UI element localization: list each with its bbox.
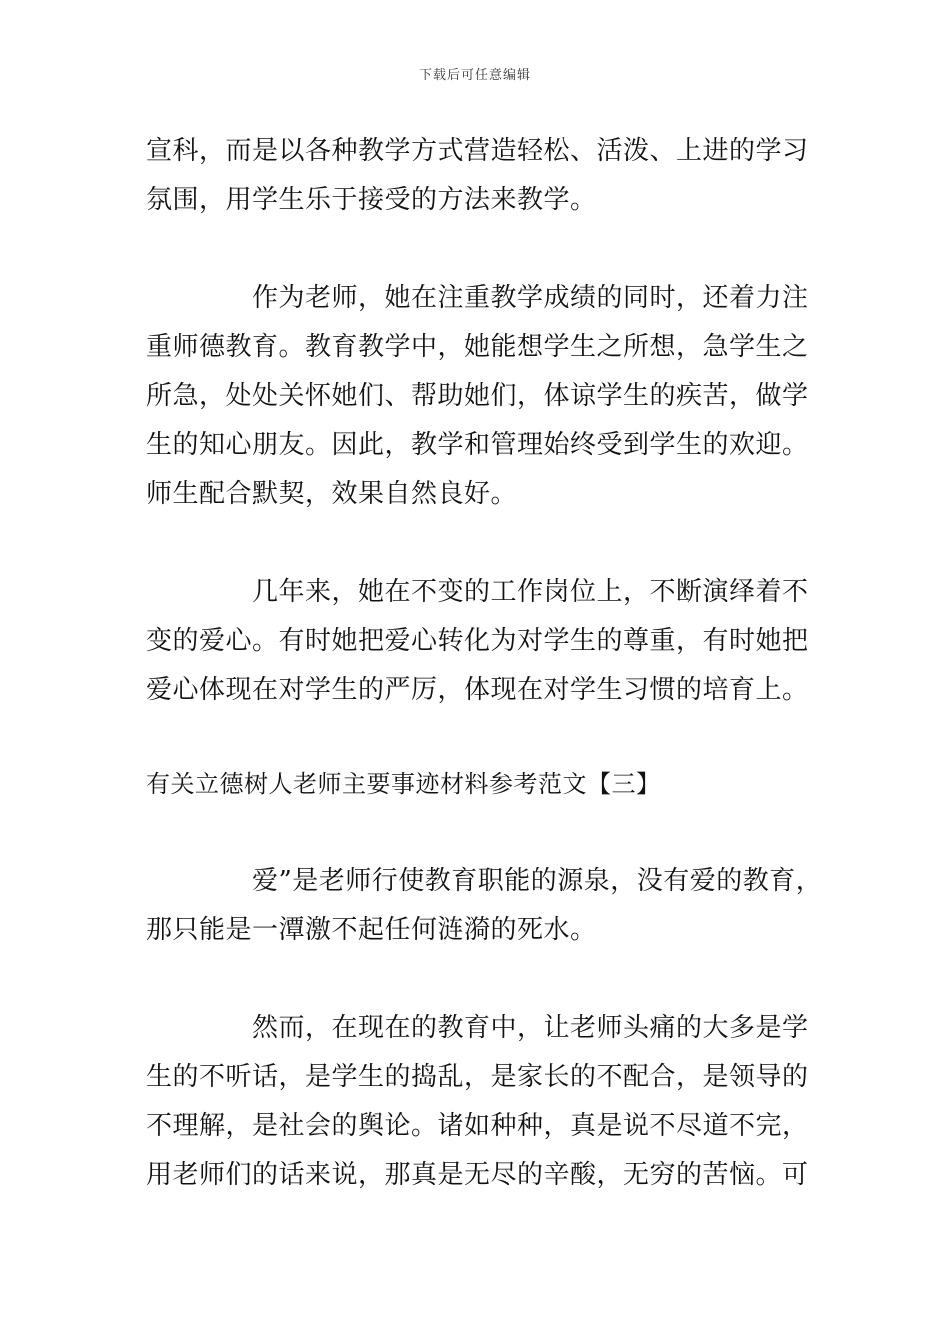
text-line: 所急，处处关怀她们、帮助她们，体谅学生的疾苦，做学	[146, 381, 809, 411]
text-line: 然而，在现在的教育中，让老师头痛的大多是学	[252, 1013, 809, 1043]
text-line: 那只能是一潭激不起任何涟漪的死水。	[146, 915, 597, 945]
text-line: 爱心体现在对学生的严厉，体现在对学生习惯的培育上。	[146, 675, 809, 705]
text-line: 宣科，而是以各种教学方式营造轻松、活泼、上进的学习	[146, 136, 809, 166]
text-line: 用老师们的话来说，那真是无尽的辛酸，无穷的苦恼。可	[146, 1160, 809, 1190]
text-line: 不理解，是社会的舆论。诸如种种，真是说不尽道不完，	[146, 1111, 809, 1141]
text-line: 生的知心朋友。因此，教学和管理始终受到学生的欢迎。	[146, 430, 809, 460]
paragraph-2	[146, 274, 826, 519]
text-line: 变的爱心。有时她把爱心转化为对学生的尊重，有时她把	[146, 626, 809, 656]
text-line: 爱”是老师行使教育职能的源泉，没有爱的教育，	[252, 866, 823, 896]
paragraph-1	[146, 127, 826, 225]
paragraph-5	[146, 1004, 826, 1200]
paragraph-3	[146, 568, 826, 715]
text-line: 作为老师，她在注重教学成绩的同时，还着力注	[252, 283, 809, 313]
text-line: 重师德教育。教育教学中，她能想学生之所想，急学生之	[146, 332, 809, 362]
page-header-note: 下载后可任意编辑	[418, 68, 531, 83]
section-heading: 有关立德树人老师主要事迹材料参考范文【三】	[146, 770, 661, 798]
text-line: 师生配合默契，效果自然良好。	[146, 479, 518, 509]
text-line: 氛围，用学生乐于接受的方法来教学。	[146, 185, 597, 215]
text-line: 生的不听话，是学生的捣乱，是家长的不配合，是领导的	[146, 1062, 809, 1092]
paragraph-4	[146, 857, 826, 955]
text-line: 几年来，她在不变的工作岗位上，不断演绎着不	[252, 577, 809, 607]
document-body	[146, 127, 826, 1200]
